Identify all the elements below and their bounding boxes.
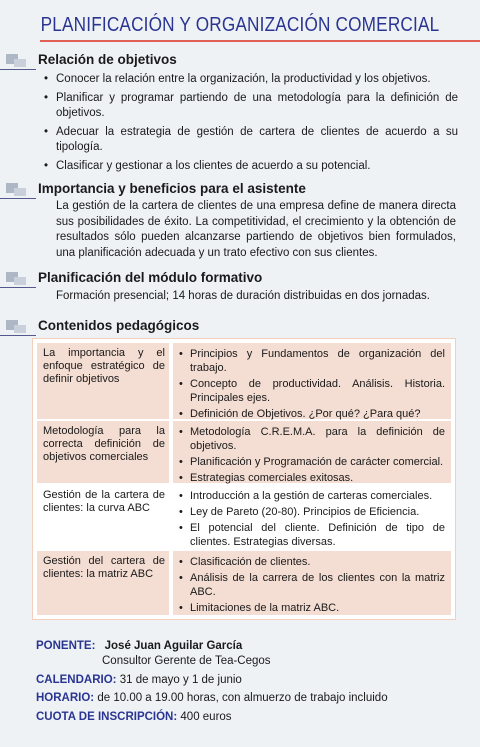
list-item: • Estrategias comerciales exitosas. bbox=[177, 471, 445, 485]
list-item: • Principios y Fundamentos de organización del trabajo. bbox=[177, 347, 445, 375]
section-header-importancia bbox=[0, 179, 480, 201]
cuota-value: 400 euros bbox=[180, 711, 232, 723]
list-item: • Ley de Pareto (20-80). Principios de Eficiencia. bbox=[177, 505, 445, 519]
section-rule bbox=[0, 198, 36, 199]
list-item: • Clasificar y gestionar a los clientes de acuerdo a su potencial. bbox=[40, 159, 458, 174]
section-rule bbox=[0, 69, 36, 70]
list-item: • Clasificación de clientes. bbox=[177, 555, 445, 569]
cuota-label: CUOTA DE INSCRIPCIÓN: bbox=[36, 711, 178, 723]
section-heading: Planificación del módulo formativo bbox=[38, 270, 263, 285]
list-item: • Limitaciones de la matriz ABC. bbox=[177, 601, 445, 615]
list-item: • Planificación y Programación de carácter comercial. bbox=[177, 455, 445, 469]
table-content-cell bbox=[173, 551, 451, 615]
importancia-text: La gestión de la cartera de clientes de una empresa define de manera directa sus posibilidades de éxito. La competitividad, el crecimiento y la obtención de resultados sólo pueden alcanzarse partiendo de objetivos bien formulados, una planificación adecuada y un trato efectivo con sus clientes. bbox=[56, 200, 456, 259]
section-header-planificacion bbox=[0, 268, 480, 290]
title-underline bbox=[40, 40, 480, 42]
table-topic-cell: Metodología para la correcta definición de objetivos comerciales bbox=[37, 421, 169, 483]
table-topic-cell: Gestión de la cartera de clientes: la curva ABC bbox=[43, 489, 165, 514]
list-item: • Definición de Objetivos. ¿Por qué? ¿Para qué? bbox=[177, 407, 445, 421]
calendario-line bbox=[36, 673, 242, 688]
section-marker-shadow-icon bbox=[14, 325, 26, 333]
calendario-label: CALENDARIO: bbox=[36, 674, 117, 686]
section-rule bbox=[0, 287, 36, 288]
list-item: • Planificar y programar partiendo de una metodología para la definición de objetivos. bbox=[40, 91, 458, 121]
planificacion-text: Formación presencial; 14 horas de duración distribuidas en dos jornadas. bbox=[56, 290, 430, 302]
table-topic-cell: La importancia y el enfoque estratégico de definir objetivos bbox=[37, 343, 169, 419]
list-item: • Análisis de la carrera de los clientes con la matriz ABC. bbox=[177, 571, 445, 599]
horario-line bbox=[36, 691, 388, 706]
section-rule bbox=[0, 335, 36, 336]
section-header-contenidos bbox=[0, 316, 480, 338]
ponente-line bbox=[36, 639, 242, 654]
table-row bbox=[37, 551, 451, 615]
ponente-role: Consultor Gerente de Tea-Cegos bbox=[102, 655, 271, 667]
table-content-cell bbox=[173, 343, 451, 419]
list-item: • Concepto de productividad. Análisis. Historia. Principales ejes. bbox=[177, 377, 445, 405]
section-marker-shadow-icon bbox=[14, 59, 26, 67]
horario-label: HORARIO: bbox=[36, 692, 95, 704]
list-item: • El potencial del cliente. Definición de tipo de clientes. Estrategias diversas. bbox=[177, 521, 445, 549]
list-item: • Conocer la relación entre la organización, la productividad y los objetivos. bbox=[40, 72, 458, 87]
list-item: • Introducción a la gestión de carteras comerciales. bbox=[177, 489, 445, 503]
ponente-label: PONENTE: bbox=[36, 640, 96, 652]
table-row bbox=[37, 485, 451, 549]
ponente-name: José Juan Aguilar García bbox=[104, 640, 243, 652]
section-heading: Relación de objetivos bbox=[38, 52, 177, 67]
table-row bbox=[37, 421, 451, 483]
table-content-cell bbox=[173, 421, 451, 483]
table-topic-cell: Gestión del cartera de clientes: la matriz ABC bbox=[37, 551, 169, 615]
calendario-value: 31 de mayo y 1 de junio bbox=[119, 674, 242, 686]
section-heading: Contenidos pedagógicos bbox=[38, 318, 200, 333]
list-item: • Metodología C.R.E.M.A. para la definición de objetivos. bbox=[177, 425, 445, 453]
contenidos-table bbox=[32, 338, 456, 620]
table-content-cell bbox=[173, 485, 451, 549]
cuota-line bbox=[36, 710, 232, 725]
horario-value: de 10.00 a 19.00 horas, con almuerzo de trabajo incluido bbox=[97, 692, 388, 704]
table-row bbox=[37, 343, 451, 419]
section-marker-shadow-icon bbox=[14, 188, 26, 196]
page-title: PLANIFICACIÓN Y ORGANIZACIÓN COMERCIAL bbox=[40, 14, 440, 36]
section-header-objetivos bbox=[0, 50, 480, 72]
list-item: • Adecuar la estrategia de gestión de cartera de clientes de acuerdo a su tipología. bbox=[40, 125, 458, 155]
section-heading: Importancia y beneficios para el asistente bbox=[38, 181, 306, 196]
objetivos-list bbox=[40, 72, 458, 178]
section-marker-shadow-icon bbox=[14, 277, 26, 285]
